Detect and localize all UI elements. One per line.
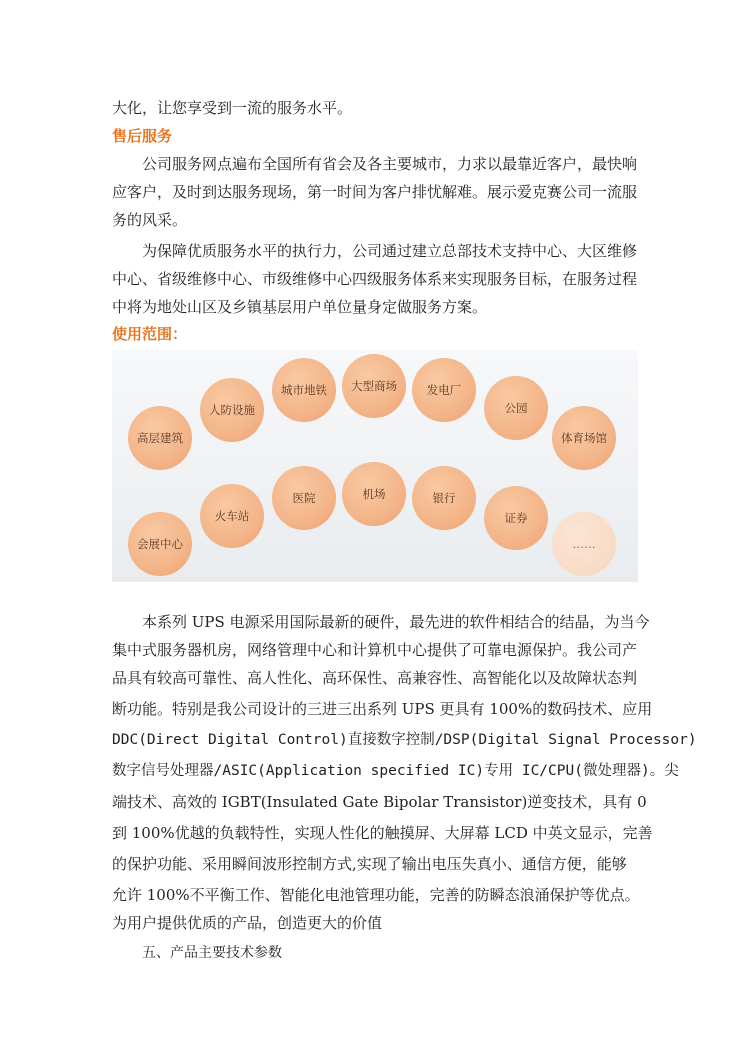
body-text-line: 集中式服务器机房，网络管理中心和计算机中心提供了可靠电源保护。我公司产 — [112, 641, 638, 659]
usage-scope-diagram — [112, 350, 638, 582]
usage-bubble: 人防设施 — [200, 378, 264, 442]
usage-bubble: 发电厂 — [412, 358, 476, 422]
usage-bubble: 医院 — [272, 466, 336, 530]
after-sales-p1-line: 应客户，及时到达服务现场，第一时间为客户排忧解难。展示爱克赛公司一流服 — [112, 183, 638, 201]
body-text-line: 允许 100%不平衡工作、智能化电池管理功能，完善的防瞬态浪涌保护等优点。 — [112, 886, 640, 904]
intro-tail-text: 大化，让您享受到一流的服务水平。 — [112, 99, 353, 117]
section-five-title: 五、产品主要技术参数 — [142, 945, 282, 961]
usage-bubble: 公园 — [484, 376, 548, 440]
usage-bubble: 会展中心 — [128, 512, 192, 576]
after-sales-p1-line: 务的风采。 — [112, 211, 188, 229]
body-text-line: 数字信号处理器/ASIC(Application specified IC)专用 IC/CPU(微处理器)。尖 — [112, 763, 679, 779]
usage-bubble: 高层建筑 — [128, 406, 192, 470]
usage-heading: 使用范围： — [112, 325, 188, 343]
usage-bubble: 银行 — [412, 466, 476, 530]
after-sales-p2-line: 为保障优质服务水平的执行力，公司通过建立总部技术支持中心、大区维修 — [142, 242, 638, 260]
body-text-line: DDC(Direct Digital Control)直接数字控制/DSP(Digital Signal Processor) — [112, 732, 697, 748]
usage-bubble: 火车站 — [200, 484, 264, 548]
body-text-line: 端技术、高效的 IGBT(Insulated Gate Bipolar Transistor)逆变技术，具有 0 — [112, 793, 647, 811]
body-text-line: 到 100%优越的负载特性，实现人性化的触摸屏、大屏幕 LCD 中英文显示，完善 — [112, 824, 653, 842]
after-sales-p2-line: 中将为地处山区及乡镇基层用户单位量身定做服务方案。 — [112, 298, 488, 316]
after-sales-p1-line: 公司服务网点遍布全国所有省会及各主要城市，力求以最靠近客户，最快响 — [142, 155, 638, 173]
usage-bubble-more: …… — [552, 512, 616, 576]
after-sales-p2-line: 中心、省级维修中心、市级维修中心四级服务体系来实现服务目标，在服务过程 — [112, 270, 638, 288]
body-text-line: 的保护功能、采用瞬间波形控制方式,实现了输出电压失真小、通信方便，能够 — [112, 855, 627, 873]
usage-bubble: 大型商场 — [342, 354, 406, 418]
usage-bubble: 机场 — [342, 462, 406, 526]
after-sales-heading: 售后服务 — [112, 127, 173, 145]
usage-bubble: 体育场馆 — [552, 406, 616, 470]
usage-bubble: 城市地铁 — [272, 358, 336, 422]
body-text-line: 断功能。特别是我公司设计的三进三出系列 UPS 更具有 100%的数码技术、应用 — [112, 700, 653, 718]
body-text-line: 本系列 UPS 电源采用国际最新的硬件，最先进的软件相结合的结晶，为当今 — [142, 613, 650, 631]
body-text-line: 为用户提供优质的产品，创造更大的价值 — [112, 914, 383, 932]
usage-bubble: 证券 — [484, 486, 548, 550]
body-text-line: 品具有较高可靠性、高人性化、高环保性、高兼容性、高智能化以及故障状态判 — [112, 669, 638, 687]
